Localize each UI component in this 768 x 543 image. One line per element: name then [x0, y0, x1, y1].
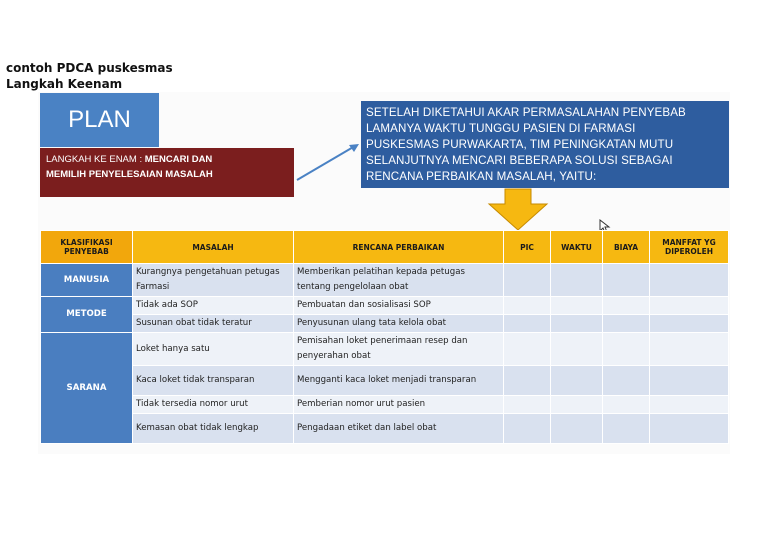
- pic-cell: [504, 264, 551, 297]
- manfaat-cell: [650, 366, 729, 396]
- waktu-cell: [551, 414, 603, 444]
- header-waktu: WAKTU: [551, 231, 603, 264]
- waktu-cell: [551, 297, 603, 315]
- waktu-cell: [551, 315, 603, 333]
- biaya-cell: [603, 315, 650, 333]
- rencana-cell: Pengadaan etiket dan label obat: [294, 414, 504, 444]
- title-line-1: contoh PDCA puskesmas: [6, 61, 173, 75]
- rencana-cell: Mengganti kaca loket menjadi transparan: [294, 366, 504, 396]
- masalah-cell: Kemasan obat tidak lengkap: [133, 414, 294, 444]
- waktu-cell: [551, 333, 603, 366]
- biaya-cell: [603, 297, 650, 315]
- header-biaya: BIAYA: [603, 231, 650, 264]
- rencana-text: Memberikan pelatihan kepada petugas: [297, 267, 465, 277]
- group-manusia: MANUSIA: [41, 264, 133, 297]
- plan-label: PLAN: [68, 106, 131, 133]
- masalah-cell: Tidak tersedia nomor urut: [133, 396, 294, 414]
- callout-line: SELANJUTNYA MENCARI BEBERAPA SOLUSI SEBAGAI: [366, 154, 673, 167]
- header-manfaat-line-2: DIPEROLEH: [665, 247, 713, 256]
- biaya-cell: [603, 264, 650, 297]
- manfaat-cell: [650, 414, 729, 444]
- pic-cell: [504, 315, 551, 333]
- callout-line: LAMANYA WAKTU TUNGGU PASIEN DI FARMASI: [366, 122, 636, 135]
- pic-cell: [504, 414, 551, 444]
- title-line-2: Langkah Keenam: [6, 77, 123, 91]
- table-row: [41, 366, 729, 396]
- group-sarana: SARANA: [41, 333, 133, 444]
- header-klasifikasi: [41, 231, 133, 264]
- header-masalah: MASALAH: [133, 231, 294, 264]
- header-klasifikasi-line-1: KLASIFIKASI: [60, 238, 113, 247]
- manfaat-cell: [650, 315, 729, 333]
- callout-line: RENCANA PERBAIKAN MASALAH, YAITU:: [366, 170, 597, 183]
- step-text-b: MEMILIH PENYELESAIAN MASALAH: [46, 169, 213, 180]
- manfaat-cell: [650, 333, 729, 366]
- table-row: [41, 333, 729, 366]
- masalah-cell: Susunan obat tidak teratur: [133, 315, 294, 333]
- solution-table: [40, 230, 729, 444]
- manfaat-cell: [650, 396, 729, 414]
- header-klasifikasi-line-2: PENYEBAB: [64, 247, 109, 256]
- biaya-cell: [603, 396, 650, 414]
- biaya-cell: [603, 333, 650, 366]
- header-pic: PIC: [504, 231, 551, 264]
- header-rencana: RENCANA PERBAIKAN: [294, 231, 504, 264]
- down-arrow-icon: [487, 188, 551, 232]
- table-row: [41, 414, 729, 444]
- waktu-cell: [551, 264, 603, 297]
- biaya-cell: [603, 366, 650, 396]
- header-manfaat: [650, 231, 729, 264]
- manfaat-cell: [650, 297, 729, 315]
- pic-cell: [504, 366, 551, 396]
- waktu-cell: [551, 366, 603, 396]
- masalah-text: Kurangnya pengetahuan petugas: [136, 267, 280, 277]
- callout-line: PUSKESMAS PURWAKARTA, TIM PENINGKATAN MUTU: [366, 138, 674, 151]
- rencana-cell: [294, 264, 504, 297]
- rencana-cell: Pemberian nomor urut pasien: [294, 396, 504, 414]
- rencana-text: penyerahan obat: [297, 351, 371, 361]
- callout-line: SETELAH DIKETAHUI AKAR PERMASALAHAN PENYEBAB: [366, 106, 686, 119]
- masalah-cell: [133, 264, 294, 297]
- waktu-cell: [551, 396, 603, 414]
- manfaat-cell: [650, 264, 729, 297]
- step-text-a: MENCARI DAN: [144, 154, 213, 165]
- table-header-row: [41, 231, 729, 264]
- rencana-cell: [294, 333, 504, 366]
- rencana-text: Pemisahan loket penerimaan resep dan: [297, 336, 468, 346]
- pic-cell: [504, 297, 551, 315]
- step-prefix: LANGKAH KE ENAM :: [46, 154, 145, 165]
- table-row: [41, 297, 729, 315]
- table-row: [41, 264, 729, 297]
- group-metode: METODE: [41, 297, 133, 333]
- masalah-text: Farmasi: [136, 282, 170, 292]
- masalah-cell: Tidak ada SOP: [133, 297, 294, 315]
- header-manfaat-line-1: MANFFAT YG: [662, 238, 716, 247]
- pic-cell: [504, 333, 551, 366]
- table-row: [41, 396, 729, 414]
- table-row: [41, 315, 729, 333]
- masalah-cell: Kaca loket tidak transparan: [133, 366, 294, 396]
- rencana-cell: Penyusunan ulang tata kelola obat: [294, 315, 504, 333]
- masalah-cell: Loket hanya satu: [133, 333, 294, 366]
- biaya-cell: [603, 414, 650, 444]
- rencana-text: tentang pengelolaan obat: [297, 282, 409, 292]
- rencana-cell: Pembuatan dan sosialisasi SOP: [294, 297, 504, 315]
- pic-cell: [504, 396, 551, 414]
